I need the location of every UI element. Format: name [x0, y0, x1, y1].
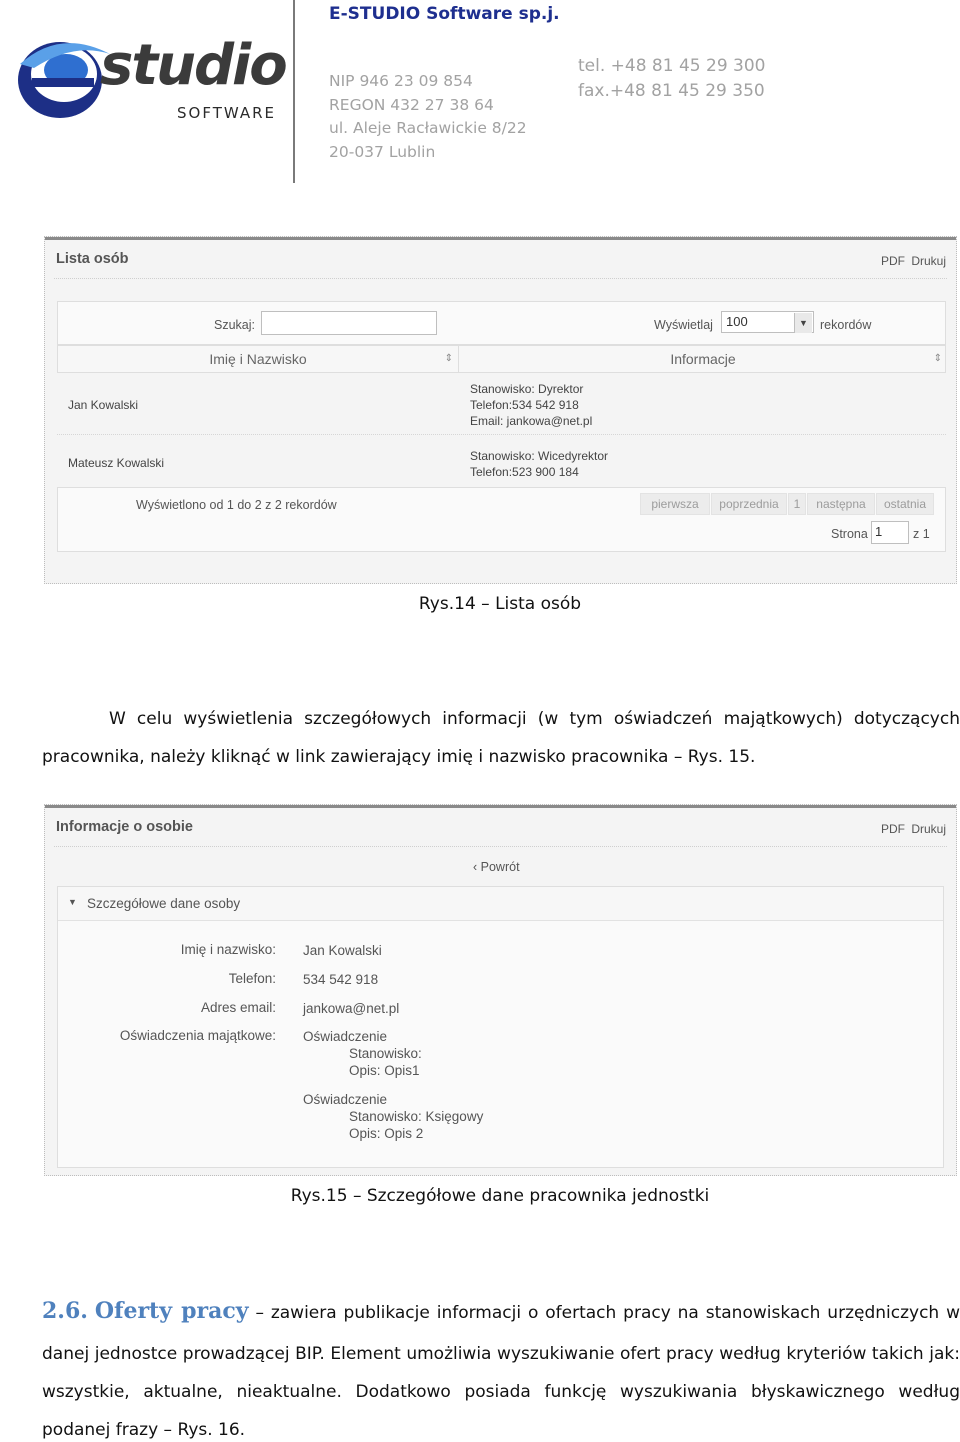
section-header[interactable]	[58, 887, 943, 921]
section-heading-line	[42, 1298, 960, 1324]
pdf-link[interactable]: PDF	[880, 822, 905, 836]
details-section	[57, 886, 944, 1168]
section-intro: – zawiera publikacje informacji o ofertach pracy na stanowiskach urzędniczych w	[255, 1303, 960, 1323]
table-footer	[57, 487, 946, 552]
panel-top-border	[45, 237, 956, 240]
sort-icon: ⇕	[933, 353, 942, 364]
company-contact	[578, 54, 766, 104]
declaration-title: Oświadczenie	[303, 1029, 388, 1044]
company-regon: REGON 432 27 38 64	[329, 95, 494, 114]
table-toolbar	[57, 301, 946, 345]
company-logo	[14, 33, 286, 124]
body-paragraph-line: pracownika, należy kliknąć w link zawierający imię i nazwisko pracownika – Rys. 15.	[42, 747, 756, 767]
declaration-2	[303, 1091, 483, 1142]
pager-previous[interactable]: poprzednia	[711, 493, 787, 515]
chevron-down-icon: ▼	[794, 313, 812, 333]
header-divider	[293, 0, 295, 183]
panel-title: Lista osób	[56, 251, 129, 267]
page-size-select[interactable]	[721, 311, 814, 333]
person-name-link[interactable]: Mateusz Kowalski	[68, 456, 165, 470]
field-value-email: jankowa@net.pl	[303, 1001, 400, 1016]
body-paragraph-line: W celu wyświetlenia szczegółowych informacji (w tym oświadczeń majątkowych) dotyczących	[109, 709, 960, 729]
pdf-link[interactable]: PDF	[880, 254, 905, 268]
person-phone: Telefon:534 542 918	[470, 398, 579, 412]
pager-next[interactable]: następna	[807, 493, 875, 515]
body-paragraph-line: danej jednostce prowadzącej BIP. Element umożliwia wyszukiwanie ofert pracy według kryteriów takich jak:	[42, 1344, 960, 1364]
column-header-name-label: Imię i Nazwisko	[209, 351, 307, 367]
field-label-declarations: Oświadczenia majątkowe:	[119, 1028, 276, 1043]
person-position: Stanowisko: Dyrektor	[470, 382, 584, 396]
sort-icon: ⇕	[444, 353, 453, 364]
declaration-description: Opis: Opis1	[349, 1063, 420, 1078]
column-header-info-label: Informacje	[670, 351, 736, 367]
declaration-position: Stanowisko: Księgowy	[349, 1109, 484, 1124]
title-separator	[54, 278, 947, 279]
figure-14-caption: Rys.14 – Lista osób	[418, 594, 582, 614]
table-header	[57, 345, 946, 373]
field-value-name: Jan Kowalski	[303, 943, 382, 958]
table-row	[57, 435, 946, 487]
section-title: Oferty pracy	[94, 1298, 249, 1324]
body-paragraph-line: podanej frazy – Rys. 16.	[42, 1420, 246, 1440]
column-header-name[interactable]	[58, 346, 459, 372]
field-value-phone: 534 542 918	[303, 972, 379, 987]
page-number-label: Strona	[831, 527, 868, 541]
declaration-1	[303, 1028, 422, 1079]
records-summary: Wyświetlono od 1 do 2 z 2 rekordów	[136, 498, 337, 512]
logo-wordmark: studio	[100, 33, 286, 98]
search-input[interactable]	[261, 311, 437, 335]
field-label-phone: Telefon:	[228, 971, 276, 986]
print-link[interactable]: Drukuj	[911, 822, 946, 836]
panel-actions	[881, 822, 946, 836]
pager-page-1[interactable]: 1	[788, 493, 806, 515]
panel-title: Informacje o osobie	[56, 819, 193, 835]
page-size-value: 100	[726, 314, 748, 329]
company-nip: NIP 946 23 09 854	[329, 72, 473, 90]
company-phone: tel. +48 81 45 29 300	[578, 56, 766, 76]
panel-actions	[881, 254, 946, 268]
person-phone: Telefon:523 900 184	[470, 465, 579, 479]
records-label: rekordów	[820, 318, 872, 332]
person-details-screenshot	[44, 804, 957, 1176]
person-position: Stanowisko: Wicedyrektor	[470, 449, 609, 463]
person-info	[470, 448, 608, 480]
body-paragraph-line: wszystkie, aktualne, nieaktualne. Dodatkowo posiada funkcję wyszukiwania błyskawicznego według	[42, 1382, 960, 1402]
column-header-info[interactable]	[459, 346, 947, 372]
pager-first[interactable]: pierwsza	[640, 493, 710, 515]
company-name: E-STUDIO Software sp.j.	[329, 4, 560, 24]
company-street: ul. Aleje Racławickie 8/22	[329, 119, 527, 137]
person-email: Email: jankowa@net.pl	[470, 414, 593, 428]
back-link-label: Powrót	[480, 860, 520, 874]
page-number-input[interactable]: 1	[871, 521, 909, 544]
section-title: Szczegółowe dane osoby	[87, 896, 241, 911]
page-size-label: Wyświetlaj	[654, 318, 713, 332]
company-registration	[329, 70, 527, 164]
section-number: 2.6.	[42, 1298, 88, 1324]
chevron-left-icon: ‹	[473, 860, 481, 874]
panel-top-border	[45, 805, 956, 808]
caret-down-icon: ▼	[68, 897, 77, 907]
search-label: Szukaj:	[214, 318, 255, 332]
person-list-screenshot	[44, 236, 957, 584]
logo-e-emblem	[14, 34, 114, 124]
field-label-email: Adres email:	[200, 1000, 276, 1015]
table-row	[57, 373, 946, 435]
back-link[interactable]	[473, 860, 520, 874]
person-info	[470, 381, 592, 429]
person-name-link[interactable]: Jan Kowalski	[68, 398, 139, 412]
declaration-description: Opis: Opis 2	[349, 1126, 424, 1141]
pager-last[interactable]: ostatnia	[876, 493, 934, 515]
print-link[interactable]: Drukuj	[911, 254, 946, 268]
declaration-position: Stanowisko:	[349, 1046, 422, 1061]
company-city: 20-037 Lublin	[329, 142, 436, 161]
title-separator	[54, 846, 947, 847]
declaration-title: Oświadczenie	[303, 1092, 388, 1107]
logo-subtitle: SOFTWARE	[177, 104, 277, 122]
field-label-name: Imię i nazwisko:	[180, 942, 276, 957]
page-count-label: z 1	[913, 527, 930, 541]
figure-15-caption: Rys.15 – Szczegółowe dane pracownika jednostki	[290, 1186, 710, 1206]
company-fax: fax.+48 81 45 29 350	[578, 81, 765, 101]
